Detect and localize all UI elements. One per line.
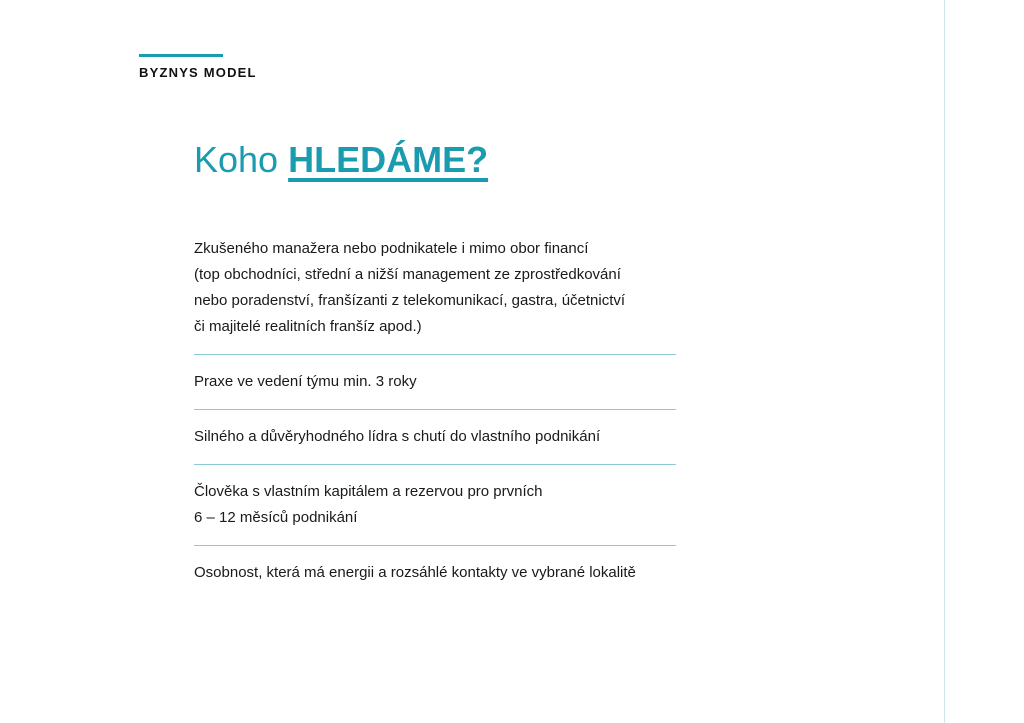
criterion-line: Člověka s vlastním kapitálem a rezervou pro prvních: [194, 483, 543, 500]
criterion-text: [194, 560, 676, 586]
criterion-text: [194, 369, 676, 395]
criterion-line: Praxe ve vedení týmu min. 3 roky: [194, 373, 417, 390]
criteria-list: [194, 236, 676, 586]
criterion-item: [194, 236, 676, 354]
criterion-item: [194, 465, 676, 545]
section-label: BYZNYS MODEL: [139, 65, 257, 80]
page-title: [194, 138, 488, 182]
criterion-item: [194, 410, 676, 464]
criterion-line: 6 – 12 měsíců podnikání: [194, 509, 358, 526]
criterion-line: Osobnost, která má energii a rozsáhlé kontakty ve vybrané lokalitě: [194, 564, 636, 581]
criterion-text: [194, 479, 676, 531]
criterion-text: [194, 236, 676, 340]
title-emphasis: HLEDÁME?: [288, 139, 489, 180]
page-edge-rule: [944, 0, 945, 723]
criterion-line: Silného a důvěryhodného lídra s chutí do vlastního podnikání: [194, 428, 601, 445]
criterion-line: Zkušeného manažera nebo podnikatele i mimo obor financí: [194, 240, 589, 257]
criterion-item: [194, 546, 676, 586]
section-accent-bar: [139, 54, 223, 57]
criterion-line: či majitelé realitních franšíz apod.): [194, 318, 422, 335]
criterion-text: [194, 424, 676, 450]
criterion-line: (top obchodníci, střední a nižší management ze zprostředkování: [194, 266, 621, 283]
criterion-line: nebo poradenství, franšízanti z telekomunikací, gastra, účetnictví: [194, 292, 626, 309]
title-prefix: Koho: [194, 139, 279, 180]
criterion-item: [194, 355, 676, 409]
